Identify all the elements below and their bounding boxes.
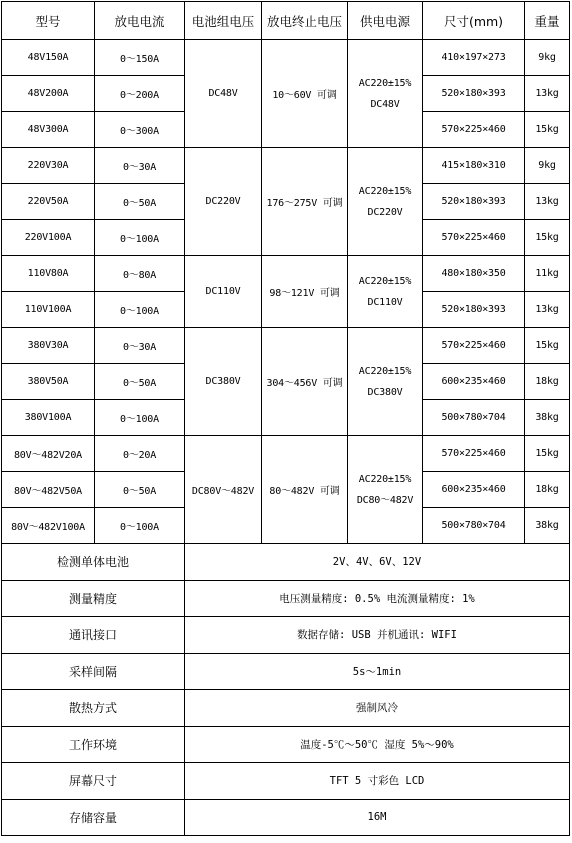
size-cell: 520×180×393 <box>423 292 525 328</box>
power-supply-line: AC220±15% <box>358 77 412 89</box>
weight-cell: 38kg <box>525 400 570 436</box>
size-cell: 570×225×460 <box>423 328 525 364</box>
model-cell: 80V～482V100A <box>2 508 95 544</box>
power-supply-cell <box>348 148 423 256</box>
param-rows <box>2 544 570 836</box>
header-current: 放电电流 <box>95 2 185 40</box>
param-label: 散热方式 <box>2 690 185 727</box>
cutoff-voltage-cell: 10～60V 可调 <box>262 40 348 148</box>
spec-table <box>1 1 570 836</box>
model-cell: 110V80A <box>2 256 95 292</box>
size-cell: 570×225×460 <box>423 112 525 148</box>
size-cell: 600×235×460 <box>423 472 525 508</box>
param-label: 工作环境 <box>2 726 185 763</box>
weight-cell: 38kg <box>525 508 570 544</box>
current-cell: 0～200A <box>95 76 185 112</box>
size-cell: 410×197×273 <box>423 40 525 76</box>
weight-cell: 9kg <box>525 40 570 76</box>
weight-cell: 18kg <box>525 472 570 508</box>
table-row <box>2 40 570 76</box>
power-supply-line: DC220V <box>367 206 403 218</box>
weight-cell: 15kg <box>525 112 570 148</box>
param-label: 通讯接口 <box>2 617 185 654</box>
current-cell: 0～80A <box>95 256 185 292</box>
power-supply-cell <box>348 256 423 328</box>
table-row <box>2 256 570 292</box>
size-cell: 500×780×704 <box>423 400 525 436</box>
param-value: 数据存储: USB 并机通讯: WIFI <box>185 617 570 654</box>
battery-voltage-cell: DC380V <box>185 328 262 436</box>
header-weight: 重量 <box>525 2 570 40</box>
power-supply-line: DC110V <box>367 296 403 308</box>
battery-voltage-cell: DC110V <box>185 256 262 328</box>
weight-cell: 13kg <box>525 76 570 112</box>
param-value: 5s～1min <box>185 653 570 690</box>
model-cell: 220V30A <box>2 148 95 184</box>
param-value: 16M <box>185 799 570 836</box>
model-cell: 48V200A <box>2 76 95 112</box>
model-rows <box>2 40 570 544</box>
param-value: 2V、4V、6V、12V <box>185 544 570 581</box>
param-value: 电压测量精度: 0.5% 电流测量精度: 1% <box>185 580 570 617</box>
param-row <box>2 726 570 763</box>
header-power-supply: 供电电源 <box>348 2 423 40</box>
model-cell: 220V100A <box>2 220 95 256</box>
size-cell: 480×180×350 <box>423 256 525 292</box>
power-supply-line: AC220±15% <box>358 185 412 197</box>
current-cell: 0～50A <box>95 364 185 400</box>
param-row <box>2 580 570 617</box>
power-supply-line: DC380V <box>367 386 403 398</box>
power-supply-line: AC220±15% <box>358 365 412 377</box>
header-size: 尺寸(mm) <box>423 2 525 40</box>
current-cell: 0～50A <box>95 184 185 220</box>
param-label: 存储容量 <box>2 799 185 836</box>
model-cell: 380V30A <box>2 328 95 364</box>
param-label: 屏幕尺寸 <box>2 763 185 800</box>
battery-voltage-cell: DC48V <box>185 40 262 148</box>
model-cell: 80V～482V50A <box>2 472 95 508</box>
current-cell: 0～100A <box>95 508 185 544</box>
size-cell: 570×225×460 <box>423 220 525 256</box>
model-cell: 48V150A <box>2 40 95 76</box>
weight-cell: 15kg <box>525 220 570 256</box>
power-supply-cell <box>348 436 423 544</box>
power-supply-cell <box>348 40 423 148</box>
param-row <box>2 617 570 654</box>
param-value: 强制风冷 <box>185 690 570 727</box>
weight-cell: 13kg <box>525 184 570 220</box>
current-cell: 0～50A <box>95 472 185 508</box>
power-supply-cell <box>348 328 423 436</box>
table-row <box>2 148 570 184</box>
current-cell: 0～100A <box>95 292 185 328</box>
weight-cell: 11kg <box>525 256 570 292</box>
cutoff-voltage-cell: 304～456V 可调 <box>262 328 348 436</box>
power-supply-line: AC220±15% <box>358 473 412 485</box>
cutoff-voltage-cell: 176～275V 可调 <box>262 148 348 256</box>
table-row <box>2 436 570 472</box>
model-cell: 380V100A <box>2 400 95 436</box>
weight-cell: 15kg <box>525 328 570 364</box>
size-cell: 600×235×460 <box>423 364 525 400</box>
power-supply-line: DC48V <box>370 98 400 110</box>
param-value: TFT 5 寸彩色 LCD <box>185 763 570 800</box>
battery-voltage-cell: DC80V～482V <box>185 436 262 544</box>
power-supply-line: DC80～482V <box>356 494 414 506</box>
current-cell: 0～100A <box>95 220 185 256</box>
cutoff-voltage-cell: 98～121V 可调 <box>262 256 348 328</box>
param-label: 测量精度 <box>2 580 185 617</box>
weight-cell: 18kg <box>525 364 570 400</box>
size-cell: 500×780×704 <box>423 508 525 544</box>
model-cell: 220V50A <box>2 184 95 220</box>
current-cell: 0～20A <box>95 436 185 472</box>
current-cell: 0～30A <box>95 328 185 364</box>
model-cell: 80V～482V20A <box>2 436 95 472</box>
size-cell: 520×180×393 <box>423 76 525 112</box>
weight-cell: 9kg <box>525 148 570 184</box>
param-row <box>2 653 570 690</box>
size-cell: 570×225×460 <box>423 436 525 472</box>
size-cell: 520×180×393 <box>423 184 525 220</box>
weight-cell: 13kg <box>525 292 570 328</box>
current-cell: 0～150A <box>95 40 185 76</box>
model-cell: 110V100A <box>2 292 95 328</box>
power-supply-line: AC220±15% <box>358 275 412 287</box>
param-value: 温度-5℃～50℃ 湿度 5%～90% <box>185 726 570 763</box>
header-row <box>2 2 570 40</box>
current-cell: 0～100A <box>95 400 185 436</box>
param-row <box>2 690 570 727</box>
param-row <box>2 799 570 836</box>
param-row <box>2 544 570 581</box>
battery-voltage-cell: DC220V <box>185 148 262 256</box>
current-cell: 0～30A <box>95 148 185 184</box>
param-label: 采样间隔 <box>2 653 185 690</box>
model-cell: 48V300A <box>2 112 95 148</box>
current-cell: 0～300A <box>95 112 185 148</box>
param-label: 检测单体电池 <box>2 544 185 581</box>
weight-cell: 15kg <box>525 436 570 472</box>
param-row <box>2 763 570 800</box>
header-model: 型号 <box>2 2 95 40</box>
cutoff-voltage-cell: 80～482V 可调 <box>262 436 348 544</box>
model-cell: 380V50A <box>2 364 95 400</box>
size-cell: 415×180×310 <box>423 148 525 184</box>
header-cutoff-voltage: 放电终止电压 <box>262 2 348 40</box>
table-row <box>2 328 570 364</box>
header-battery-voltage: 电池组电压 <box>185 2 262 40</box>
